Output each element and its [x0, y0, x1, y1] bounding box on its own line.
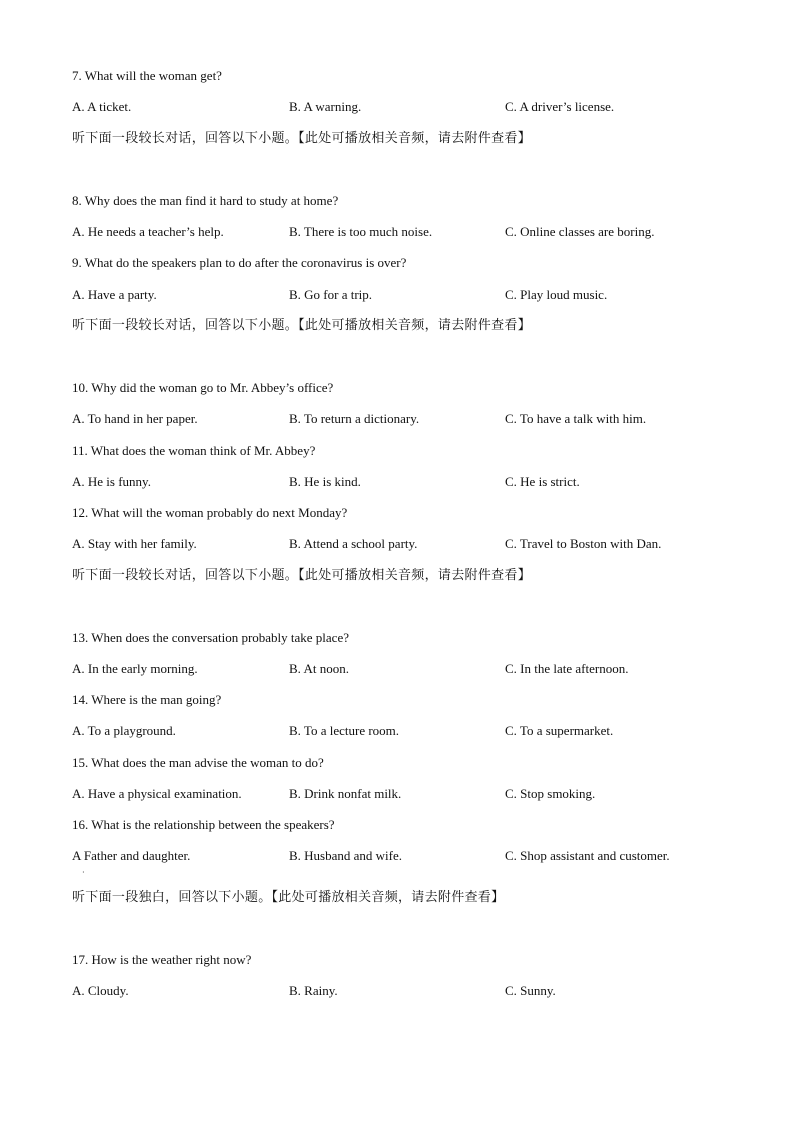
q12-option-a: A. Stay with her family. — [72, 536, 197, 551]
q9-option-b: B. Go for a trip. — [289, 287, 373, 302]
question-12: 12. What will the woman probably do next Monday? — [72, 505, 348, 520]
q16-option-b: B. Husband and wife. — [289, 848, 403, 863]
q16-option-c: C. Shop assistant and customer. — [505, 848, 670, 863]
q8-option-a: A. He needs a teacher’s help. — [72, 224, 224, 239]
question-10: 10. Why did the woman go to Mr. Abbey’s office? — [72, 380, 334, 395]
q9-option-c: C. Play loud music. — [505, 287, 608, 302]
q15-option-c: C. Stop smoking. — [505, 786, 596, 801]
question-13: 13. When does the conversation probably take place? — [72, 630, 349, 645]
q8-option-c: C. Online classes are boring. — [505, 224, 655, 239]
q7-option-a: A. A ticket. — [72, 99, 132, 114]
question-9: 9. What do the speakers plan to do after the coronavirus is over? — [72, 255, 407, 270]
q10-option-b: B. To return a dictionary. — [289, 411, 420, 426]
q14-option-c: C. To a supermarket. — [505, 723, 614, 738]
q17-option-c: C. Sunny. — [505, 983, 556, 998]
q16-option-a: A Father and daughter. — [72, 848, 191, 863]
q7-option-c: C. A driver’s license. — [505, 99, 615, 114]
audio-instruction-4: 听下面一段独白，回答以下小题。【此处可播放相关音频，请去附件查看】 — [72, 890, 505, 905]
q10-option-c: C. To have a talk with him. — [505, 411, 647, 426]
q13-option-c: C. In the late afternoon. — [505, 661, 629, 676]
q14-option-a: A. To a playground. — [72, 723, 176, 738]
question-7: 7. What will the woman get? — [72, 68, 222, 83]
q11-option-b: B. He is kind. — [289, 474, 361, 489]
question-16: 16. What is the relationship between the speakers? — [72, 817, 335, 832]
q13-option-a: A. In the early morning. — [72, 661, 198, 676]
q15-option-a: A. Have a physical examination. — [72, 786, 242, 801]
question-14: 14. Where is the man going? — [72, 692, 222, 707]
question-11: 11. What does the woman think of Mr. Abbey? — [72, 443, 316, 458]
q11-option-a: A. He is funny. — [72, 474, 151, 489]
q8-option-b: B. There is too much noise. — [289, 224, 433, 239]
q13-option-b: B. At noon. — [289, 661, 349, 676]
q14-option-b: B. To a lecture room. — [289, 723, 400, 738]
audio-instruction-2: 听下面一段较长对话，回答以下小题。【此处可播放相关音频，请去附件查看】 — [72, 318, 532, 333]
q17-option-b: B. Rainy. — [289, 983, 338, 998]
audio-instruction-3: 听下面一段较长对话，回答以下小题。【此处可播放相关音频，请去附件查看】 — [72, 568, 532, 583]
q11-option-c: C. He is strict. — [505, 474, 580, 489]
q12-option-c: C. Travel to Boston with Dan. — [505, 536, 662, 551]
q15-option-b: B. Drink nonfat milk. — [289, 786, 402, 801]
q7-option-b: B. A warning. — [289, 99, 362, 114]
audio-instruction-1: 听下面一段较长对话，回答以下小题。【此处可播放相关音频，请去附件查看】 — [72, 131, 532, 146]
q10-option-a: A. To hand in her paper. — [72, 411, 198, 426]
q9-option-a: A. Have a party. — [72, 287, 157, 302]
stray-mark: · — [82, 868, 85, 877]
question-8: 8. Why does the man find it hard to study at home? — [72, 193, 339, 208]
q17-option-a: A. Cloudy. — [72, 983, 129, 998]
question-15: 15. What does the man advise the woman to do? — [72, 755, 324, 770]
q12-option-b: B. Attend a school party. — [289, 536, 418, 551]
question-17: 17. How is the weather right now? — [72, 952, 252, 967]
